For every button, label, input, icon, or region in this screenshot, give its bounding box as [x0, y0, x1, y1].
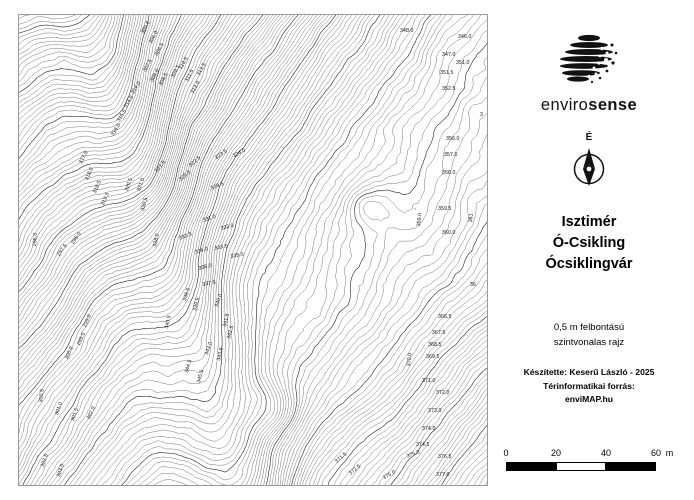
- contour-label: 299.5: [76, 331, 87, 347]
- page-subtitle-2: Ócsiklingvár: [545, 256, 633, 272]
- contour-label: 297.5: [56, 243, 69, 258]
- contour-label: 357.0: [444, 152, 458, 158]
- contour-label: 337.5: [202, 279, 217, 288]
- contour-label: 344.5: [184, 359, 194, 374]
- contour-label: 358.0: [442, 170, 456, 176]
- contour-label: 348.0: [400, 28, 414, 34]
- contour-label: 332.5: [178, 231, 193, 242]
- contour-label: 325.5: [178, 169, 193, 183]
- contour-label: 301.5: [70, 407, 81, 423]
- contour-label: 346.0: [458, 34, 472, 40]
- contour-label: 308.5: [158, 72, 170, 87]
- contour-label: 356.0: [446, 136, 460, 142]
- contour-label: 307.5: [142, 58, 154, 73]
- contour-label: 306.5: [154, 42, 166, 57]
- brand-logo: [498, 28, 680, 115]
- contour-label: 367.5: [432, 330, 446, 336]
- contour-label: 306.0: [148, 30, 160, 45]
- page-title: Isztimér: [561, 214, 617, 230]
- north-letter: É: [585, 132, 593, 143]
- contour-label: 318.5: [92, 179, 103, 195]
- scale-tick-20: 20: [550, 448, 562, 458]
- contour-label: 330.5: [140, 197, 150, 212]
- scale-tick-40: 40: [600, 448, 612, 458]
- contour-label: 351.0: [456, 60, 470, 66]
- contour-label: 301.0: [54, 401, 65, 417]
- contour-label: 302.0: [86, 405, 97, 421]
- map-description-block: [498, 320, 680, 350]
- contour-label: 331.0: [202, 213, 217, 224]
- brand-wordmark-light: enviro: [540, 96, 589, 114]
- contour-label: 343.0: [204, 341, 214, 356]
- credits-block: [498, 366, 680, 407]
- contour-label: 372.0: [436, 390, 450, 396]
- contour-label: 309.5: [170, 64, 182, 79]
- contour-label: 324.0: [232, 147, 247, 160]
- north-arrow-block: [498, 132, 680, 190]
- contour-label: 315.5: [116, 108, 129, 124]
- contour-label: 335.0: [230, 251, 245, 260]
- contour-label: 359.0: [416, 212, 424, 227]
- contour-label: 321.0: [136, 177, 147, 193]
- scale-bar-block: [503, 448, 674, 471]
- contour-label: 299.0: [82, 313, 93, 329]
- contour-label: 338.5: [182, 287, 192, 302]
- contour-map-panel[interactable]: [18, 14, 488, 486]
- contour-label: 361: [468, 213, 475, 223]
- contour-label: 372.5: [348, 463, 363, 477]
- drawing-type-text: szintvonalas rajz: [553, 337, 625, 348]
- contour-label: 318.0: [84, 166, 95, 182]
- author-text: Készítette: Keserű László - 2025: [523, 367, 655, 377]
- contour-label: 300.0: [64, 345, 75, 361]
- contour-label: 308.0: [149, 68, 161, 83]
- contour-label: 320.5: [124, 177, 135, 193]
- contour-label: 369.5: [426, 354, 440, 360]
- contour-label: 319.5: [100, 191, 111, 207]
- contour-label: 305.5: [140, 20, 152, 35]
- north-arrow-icon: [566, 144, 612, 190]
- contour-label: 300.5: [38, 388, 46, 403]
- scale-unit: m: [665, 448, 674, 458]
- scale-tick-labels: [503, 448, 674, 462]
- contour-label: 340.5: [164, 314, 173, 330]
- contour-label: 351.5: [440, 70, 454, 76]
- contour-label: 3: [480, 112, 483, 118]
- scale-tick-0: 0: [503, 448, 509, 458]
- contour-label: 314.5: [123, 94, 136, 110]
- contour-label: 329.5: [210, 180, 225, 192]
- contour-label: 333.5: [214, 243, 229, 252]
- contour-label: 334.0: [194, 246, 209, 256]
- contour-label: 312.0: [190, 80, 202, 95]
- scale-tick-60: 60: [650, 448, 662, 458]
- contour-label: 323.5: [214, 148, 229, 161]
- contour-label: 310.5: [178, 56, 190, 71]
- contour-label: 321.5: [154, 159, 168, 174]
- scale-segment-1: [507, 463, 557, 470]
- contour-label: 298.0: [70, 231, 83, 246]
- contour-label: 376.5: [438, 454, 452, 460]
- scale-segment-2: [557, 463, 607, 470]
- contour-label: 375.5: [406, 449, 421, 460]
- contour-label: 371.0: [422, 378, 436, 384]
- scale-bar: [506, 462, 656, 471]
- contour-label: 343.5: [216, 346, 226, 362]
- contour-label: 373.0: [428, 408, 442, 414]
- contour-label: 352.5: [442, 86, 456, 92]
- contour-label: 36: [470, 282, 476, 288]
- contour-label: 313.5: [196, 62, 208, 77]
- source-label: Térinformatikai forrás:: [543, 380, 635, 391]
- brand-wordmark: [498, 96, 680, 115]
- contour-label: 303.5: [56, 463, 66, 478]
- contour-label: 360.0: [442, 230, 456, 236]
- contour-label: 366.5: [438, 314, 452, 320]
- contour-label: 368.5: [428, 342, 442, 348]
- contour-label: 316.0: [110, 122, 123, 138]
- contour-label: 339.5: [192, 297, 202, 312]
- contour-label: 377.0: [436, 472, 450, 478]
- source-name: enviMAP.hu: [564, 394, 614, 404]
- contour-label: 314.0: [130, 80, 143, 96]
- contour-label: 342.5: [226, 325, 236, 340]
- resolution-text: 0,5 m felbontású: [553, 322, 625, 333]
- contour-label: 374.0: [422, 426, 436, 432]
- contour-label: 332.0: [220, 222, 235, 232]
- scale-segment-3: [606, 463, 655, 470]
- contour-label: 340.0: [214, 293, 224, 308]
- contour-label: 322.5: [188, 154, 203, 169]
- contour-label: 341.5: [222, 312, 232, 328]
- contour-label: 338.0: [152, 232, 162, 248]
- contour-label: 374.5: [416, 442, 430, 448]
- contour-label: 336.0: [198, 262, 213, 272]
- contour-label: 375.0: [382, 469, 397, 482]
- contour-label: 347.0: [442, 52, 456, 58]
- contour-label: 296.0: [32, 232, 39, 247]
- map-title-block: [498, 212, 680, 275]
- contour-label: 359.5: [438, 206, 452, 212]
- brand-wordmark-bold: sense: [588, 96, 638, 114]
- contour-label: 371.5: [334, 451, 349, 465]
- contour-label: 370.0: [406, 352, 414, 367]
- contour-label: 345.5: [196, 369, 206, 384]
- contour-label: 302.5: [40, 453, 50, 468]
- contour-label: 317.5: [78, 150, 90, 165]
- page-subtitle-1: Ó-Csikling: [552, 235, 626, 251]
- contour-label: 311.5: [184, 68, 196, 83]
- map-margin: [498, 14, 680, 486]
- enviro-sense-globe-logo: [550, 28, 628, 90]
